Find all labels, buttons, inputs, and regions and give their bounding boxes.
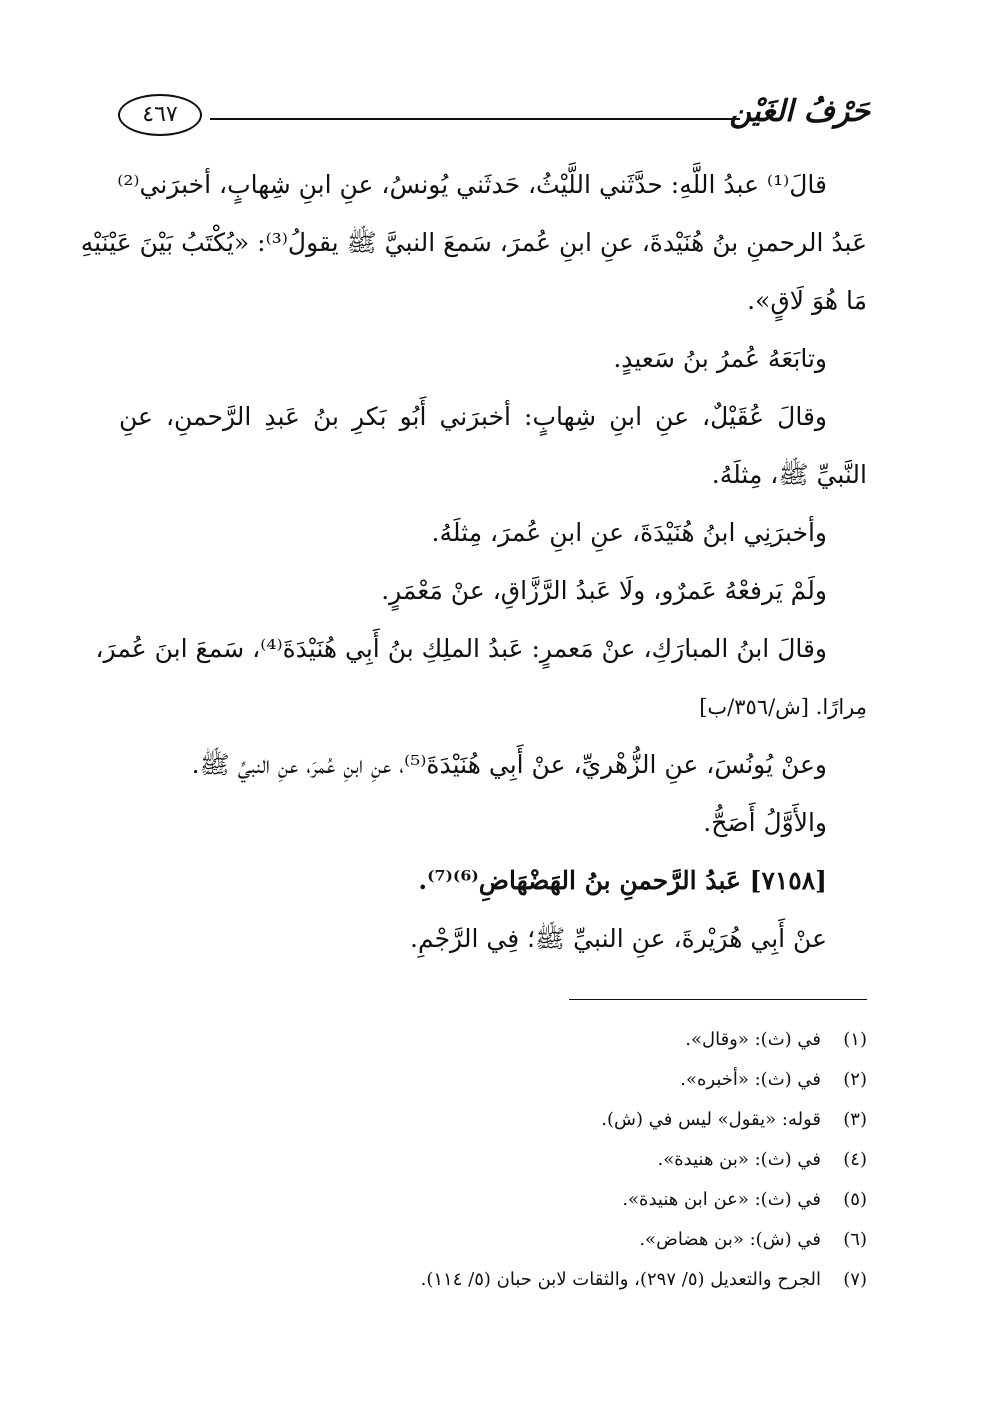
footnote [119, 1260, 867, 1300]
text-line: مَا هُوَ لَاقٍ». [747, 286, 867, 315]
header-rule [210, 118, 740, 120]
footnote-text: الجرح والتعديل (٥/ ٢٩٧)، والثقات لابن حبان (٥/ ١١٤). [420, 1269, 821, 1290]
footnotes [119, 1020, 867, 1300]
entry-heading: [٧١٥٨] عَبدُ الرَّحمنِ بنُ الهَضْهَاضِ⁽⁶⁾⁽⁷⁾. [418, 866, 827, 895]
page-number: ٤٦٧ [118, 94, 202, 136]
footnote [119, 1220, 867, 1260]
chapter-title: حَرْفُ الغَيْن [729, 94, 870, 129]
footnote-number: (١) [843, 1029, 867, 1050]
text-line: وعنْ يُونُسَ، عنِ الزُّهْريِّ، عنْ أَبِي هُنَيْدَةَ⁽⁵⁾، عنِ ابنِ عُمرَ، عنِ النبيِّ ﷺ. [191, 750, 827, 779]
text-line: وقالَ ابنُ المبارَكِ، عنْ مَعمرٍ: عَبدُ الملِكِ بنُ أَبِي هُنَيْدَةَ⁽⁴⁾، سَمعَ ابنَ عُمرَ، [95, 634, 827, 663]
footnote-separator [569, 999, 867, 1000]
footnote-text: في (ث): «وقال». [685, 1029, 821, 1050]
footnote [119, 1180, 867, 1220]
footnote-number: (٦) [843, 1229, 867, 1250]
text-line: مِرارًا. [ش/٣٥٦/ب] [699, 695, 867, 719]
footnote-number: (٢) [843, 1069, 867, 1090]
footnote-number: (٥) [843, 1189, 867, 1210]
footnote-number: (٧) [843, 1269, 867, 1290]
text-line: النَّبيِّ ﷺ، مِثلَهُ. [711, 460, 867, 489]
footnote [119, 1020, 867, 1060]
footnote [119, 1060, 867, 1100]
footnote [119, 1140, 867, 1180]
text-line: والأَوَّلُ أَصَحُّ. [703, 808, 827, 837]
footnote-number: (٤) [843, 1149, 867, 1170]
text-line: وأخبرَنِي ابنُ هُنَيْدَةَ، عنِ ابنِ عُمرَ، مِثلَهُ. [431, 518, 827, 547]
main-text [80, 156, 867, 968]
text-line: وتابَعَهُ عُمرُ بنُ سَعيدٍ. [613, 344, 827, 373]
footnote-text: في (ث): «بن هنيدة». [657, 1149, 821, 1170]
text-line: قالَ⁽¹⁾ عبدُ اللَّهِ: حدَّثَني اللَّيْثُ، حَدثَني يُونسُ، عنِ ابنِ شِهابٍ، أخبرَني⁽²⁾ [117, 170, 827, 199]
footnote [119, 1100, 867, 1140]
footnote-text: في (ش): «بن هضاض». [639, 1229, 821, 1250]
text-line: ولَمْ يَرفعْهُ عَمرٌو، ولَا عَبدُ الرَّزَّاقِ، عنْ مَعْمَرٍ. [381, 576, 827, 605]
page-header [118, 88, 870, 146]
text-line: عنْ أَبِي هُرَيْرةَ، عنِ النبيِّ ﷺ؛ فِي الرَّجْمِ. [410, 924, 827, 953]
text-line: عَبدُ الرحمنِ بنُ هُنَيْدةَ، عنِ ابنِ عُمرَ، سَمعَ النبيَّ ﷺ يقولُ⁽³⁾: «يُكْتَبُ بَيْنَ عَيْنَيْهِ [80, 228, 867, 257]
footnote-text: في (ث): «عن ابن هنيدة». [622, 1189, 821, 1210]
footnote-number: (٣) [843, 1109, 867, 1130]
footnote-text: قوله: «يقول» ليس في (ش). [601, 1109, 821, 1130]
footnote-text: في (ث): «أخبره». [680, 1069, 821, 1090]
text-line: وقالَ عُقَيْلٌ، عنِ ابنِ شِهابٍ: أخبرَني أَبُو بَكرِ بنُ عَبدِ الرَّحمنِ، عنِ [119, 402, 827, 431]
